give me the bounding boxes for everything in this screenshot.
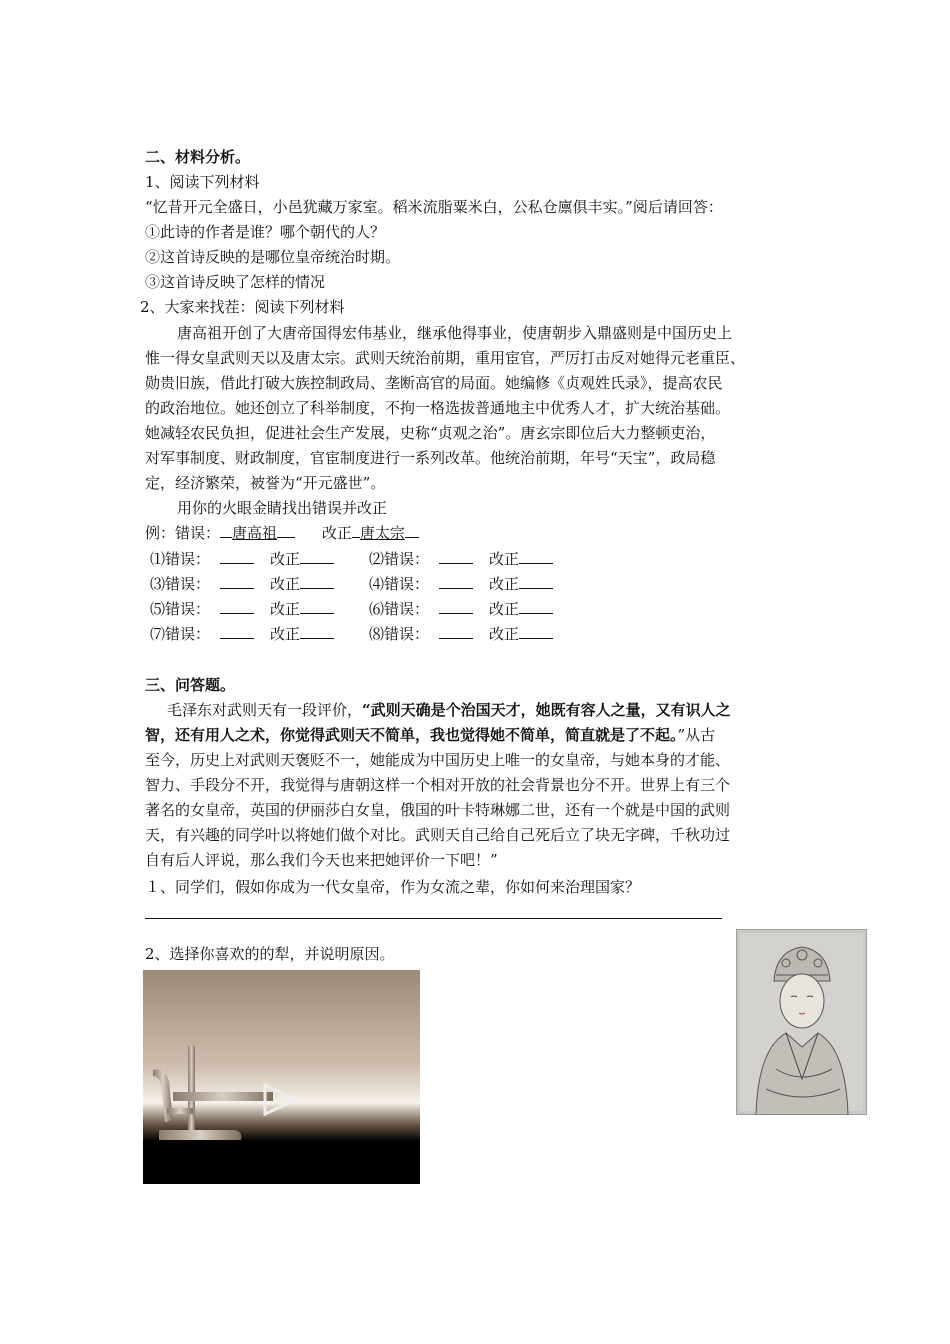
fix-label: 改正	[270, 625, 301, 643]
fix-blank[interactable]	[300, 624, 334, 639]
example-row	[145, 523, 419, 543]
q1-title: 1、阅读下列材料	[145, 173, 260, 191]
q2-title: 2、大家来找茬：阅读下列材料	[140, 298, 345, 316]
paragraph-line: 唐高祖开创了大唐帝国得宏伟基业，继承他得事业，使唐朝步入鼎盛则是中国历史上	[177, 324, 733, 342]
q1-sub3: ③这首诗反映了怎样的情况	[145, 273, 326, 291]
error-label: ⑻错误：	[369, 625, 430, 643]
paragraph-line: 著名的女皇帝，英国的伊丽莎白女皇，俄国的叶卡特琳娜二世，还有一个就是中国的武则	[145, 801, 731, 819]
example-right: 唐太宗	[359, 524, 405, 542]
answer-blank[interactable]	[220, 574, 254, 589]
error-item	[150, 549, 334, 569]
poem-text: “忆昔开元全盛日，小邑犹藏万家室。稻米流脂粟米白，公私仓廪俱丰实。”阅后请回答：	[145, 198, 723, 216]
question-1: １、同学们，假如你成为一代女皇帝，作为女流之辈，你如何来治理国家？	[145, 878, 641, 896]
section2-heading: 二、材料分析。	[145, 148, 251, 166]
error-item	[150, 624, 334, 644]
error-label: ⑺错误：	[150, 625, 211, 643]
paragraph-line: 定，经济繁荣，被誉为“开元盛世”。	[145, 474, 386, 492]
section3-heading: 三、问答题。	[145, 676, 236, 694]
paragraph-line: 天，有兴趣的同学叶以将她们做个对比。武则天自己给自己死后立了块无字碑，千秋功过	[145, 826, 731, 844]
error-label: ⑶错误：	[150, 575, 211, 593]
paragraph-line: 的政治地位。她还创立了科举制度，不拘一格选拔普通地主中优秀人才，扩大统治基础。	[145, 399, 731, 417]
error-label: ⑵错误：	[369, 550, 430, 568]
empress-portrait[interactable]	[736, 929, 867, 1115]
fix-blank[interactable]	[519, 574, 553, 589]
paragraph-line: 自有后人评说，那么我们今天也来把她评价一下吧！”	[145, 851, 498, 869]
paragraph-line: 对军事制度、财政制度，官宦制度进行一系列改革。他统治前期，年号“天宝”，政局稳	[145, 449, 716, 467]
paragraph-line: 她减轻农民负担，促进社会生产发展，史称“贞观之治”。唐玄宗即位后大力整顿吏治，	[145, 424, 716, 442]
q1-sub2: ②这首诗反映的是哪位皇帝统治时期。	[145, 248, 401, 266]
fix-blank[interactable]	[300, 574, 334, 589]
fix-label: 改正	[489, 575, 520, 593]
quote-end-text: ”从古	[677, 726, 716, 744]
instruction: 用你的火眼金睛找出错误并改正	[177, 499, 388, 517]
plow-image[interactable]	[143, 970, 420, 1184]
paragraph-line: 惟一得女皇武则天以及唐太宗。武则天统治前期，重用宦官，严厉打击反对她得元老重臣、	[145, 349, 746, 367]
answer-blank[interactable]	[439, 599, 473, 614]
example-prefix: 例：错误：	[145, 524, 221, 542]
example-wrong: 唐高祖	[232, 524, 278, 542]
error-label: ⑸错误：	[150, 600, 211, 618]
intro-text: 毛泽东对武则天有一段评价，	[167, 701, 363, 719]
answer-blank[interactable]	[220, 624, 254, 639]
fix-blank[interactable]	[300, 549, 334, 564]
answer-blank[interactable]	[439, 624, 473, 639]
question-2: 2、选择你喜欢的的犁，并说明原因。	[145, 945, 395, 963]
fix-blank[interactable]	[300, 599, 334, 614]
quote-text: 智，还有用人之术，你觉得武则天不简单，我也觉得她不简单，简直就是了不起。	[145, 726, 678, 744]
fix-label: 改正	[270, 550, 301, 568]
error-label: ⑷错误：	[369, 575, 430, 593]
quote-line-1	[167, 700, 731, 720]
fix-blank[interactable]	[519, 624, 553, 639]
fix-label: 改正	[489, 550, 520, 568]
paragraph-line: 智力、手段分不开，我觉得与唐朝这样一个相对开放的社会背景也分不开。世界上有三个	[145, 776, 731, 794]
fix-label: 改正	[270, 575, 301, 593]
plow-illustration	[143, 970, 420, 1184]
paragraph-line: 勋贵旧族，借此打破大族控制政局、垄断高官的局面。她编修《贞观姓氏录》，提高农民	[145, 374, 723, 392]
error-label: ⑹错误：	[369, 600, 430, 618]
paragraph-line: 至今，历史上对武则天褒贬不一，她能成为中国历史上唯一的女皇帝，与她本身的才能、	[145, 751, 731, 769]
answer-blank[interactable]	[439, 549, 473, 564]
error-item	[369, 549, 553, 569]
fix-label: 改正	[270, 600, 301, 618]
fix-label: 改正	[489, 625, 520, 643]
answer-blank[interactable]	[220, 549, 254, 564]
answer-blank[interactable]	[220, 599, 254, 614]
error-item	[369, 574, 553, 594]
fix-blank[interactable]	[519, 599, 553, 614]
error-item	[150, 599, 334, 619]
error-label: ⑴错误：	[150, 550, 211, 568]
answer-blank[interactable]	[439, 574, 473, 589]
error-item	[150, 574, 334, 594]
error-item	[369, 599, 553, 619]
answer-line[interactable]	[145, 918, 722, 919]
error-item	[369, 624, 553, 644]
quote-text: “武则天确是个治国天才，她既有容人之量，又有识人之	[362, 701, 731, 719]
q1-sub1: ①此诗的作者是谁？哪个朝代的人？	[145, 223, 386, 241]
fix-label: 改正	[489, 600, 520, 618]
fix-blank[interactable]	[519, 549, 553, 564]
quote-line-2	[145, 725, 715, 745]
example-fix-label: 改正	[321, 524, 352, 542]
portrait-illustration	[736, 929, 867, 1115]
